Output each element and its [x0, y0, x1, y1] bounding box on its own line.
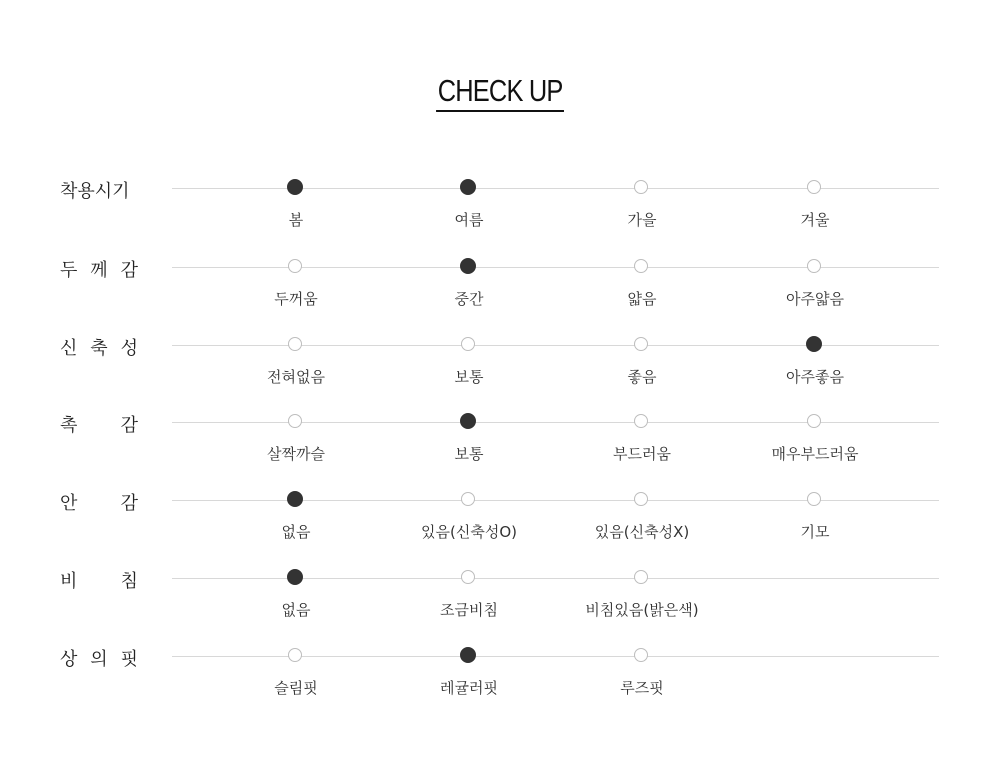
checkup-title-wrap [0, 72, 1000, 112]
option-label: 전혀없음 [267, 368, 325, 386]
option-label: 조금비침 [440, 601, 498, 619]
option-item [542, 345, 742, 395]
option-label: 여름 [454, 211, 484, 229]
unselected-dot-icon [634, 337, 648, 351]
row-label [60, 256, 138, 282]
page-title: CHECK UP [436, 72, 564, 112]
option-label: 있음(신축성O) [421, 523, 517, 541]
checkup-row [0, 649, 1000, 716]
option-label: 슬림핏 [274, 679, 318, 697]
row-label-part: 안 [60, 493, 78, 514]
row-label [60, 411, 138, 437]
unselected-dot-icon [461, 570, 475, 584]
row-label-part: 감 [120, 415, 138, 436]
option-item [196, 578, 396, 628]
option-label: 아주좋음 [786, 368, 844, 386]
option-label: 겨울 [800, 211, 830, 229]
option-item [369, 422, 569, 472]
unselected-dot-icon [288, 414, 302, 428]
option-label: 루즈핏 [620, 679, 664, 697]
option-item [715, 345, 915, 395]
unselected-dot-icon [807, 180, 821, 194]
unselected-dot-icon [807, 492, 821, 506]
option-label: 보통 [454, 445, 484, 463]
option-item [542, 578, 742, 628]
option-label: 좋음 [627, 368, 657, 386]
option-item [369, 188, 569, 238]
option-label: 매우부드러움 [771, 445, 859, 463]
option-label: 두꺼움 [274, 290, 318, 308]
unselected-dot-icon [807, 259, 821, 273]
option-item [715, 422, 915, 472]
unselected-dot-icon [461, 337, 475, 351]
row-label-part: 비 [60, 571, 78, 592]
selected-dot-icon [460, 413, 476, 429]
option-item [715, 267, 915, 317]
row-label [60, 334, 138, 360]
selected-dot-icon [460, 647, 476, 663]
unselected-dot-icon [634, 414, 648, 428]
option-item [196, 188, 396, 238]
selected-dot-icon [806, 336, 822, 352]
unselected-dot-icon [634, 180, 648, 194]
option-item [196, 500, 396, 550]
option-item [369, 267, 569, 317]
unselected-dot-icon [634, 492, 648, 506]
row-label-part: 침 [120, 571, 138, 592]
row-label-part: 께 [90, 260, 108, 281]
row-label-part: 감 [120, 493, 138, 514]
option-label: 얇음 [627, 290, 657, 308]
option-item [542, 267, 742, 317]
unselected-dot-icon [807, 414, 821, 428]
unselected-dot-icon [634, 648, 648, 662]
row-label [60, 489, 138, 515]
option-label: 없음 [281, 601, 311, 619]
unselected-dot-icon [634, 570, 648, 584]
row-label [60, 567, 138, 593]
option-item [542, 656, 742, 706]
row-label-part: 신 [60, 338, 78, 359]
row-label-part: 감 [120, 260, 138, 281]
row-label [60, 177, 138, 203]
option-item [196, 422, 396, 472]
option-label: 봄 [288, 211, 304, 229]
row-label-part: 핏 [120, 649, 138, 670]
unselected-dot-icon [461, 492, 475, 506]
option-label: 비침있음(밝은색) [585, 601, 699, 619]
selected-dot-icon [287, 491, 303, 507]
row-label-part: 의 [90, 649, 108, 670]
row-label-part: 성 [120, 338, 138, 359]
option-label: 부드러움 [613, 445, 671, 463]
option-item [196, 345, 396, 395]
option-label: 보통 [454, 368, 484, 386]
option-label: 중간 [454, 290, 484, 308]
unselected-dot-icon [288, 259, 302, 273]
checkup-row [0, 181, 1000, 248]
row-label-part: 두 [60, 260, 78, 281]
selected-dot-icon [460, 258, 476, 274]
option-item [196, 267, 396, 317]
unselected-dot-icon [288, 648, 302, 662]
option-label: 레귤러핏 [440, 679, 498, 697]
option-item [369, 656, 569, 706]
option-item [542, 500, 742, 550]
option-item [542, 422, 742, 472]
option-label: 살짝까슬 [267, 445, 325, 463]
option-item [369, 500, 569, 550]
option-label: 있음(신축성X) [594, 523, 690, 541]
option-item [542, 188, 742, 238]
row-label-part: 상 [60, 649, 78, 670]
checkup-row [0, 415, 1000, 482]
unselected-dot-icon [288, 337, 302, 351]
option-item [196, 656, 396, 706]
option-item [715, 500, 915, 550]
option-item [715, 188, 915, 238]
option-label: 없음 [281, 523, 311, 541]
checkup-row [0, 338, 1000, 405]
row-label-part: 축 [90, 338, 108, 359]
checkup-row [0, 571, 1000, 638]
selected-dot-icon [460, 179, 476, 195]
option-item [369, 345, 569, 395]
option-label: 가을 [627, 211, 657, 229]
option-label: 기모 [800, 523, 830, 541]
unselected-dot-icon [634, 259, 648, 273]
row-label-part: 촉 [60, 415, 78, 436]
checkup-row [0, 260, 1000, 327]
row-label [60, 645, 138, 671]
row-label-part: 착용시기 [60, 181, 130, 202]
option-item [369, 578, 569, 628]
selected-dot-icon [287, 179, 303, 195]
selected-dot-icon [287, 569, 303, 585]
checkup-row [0, 493, 1000, 560]
option-label: 아주얇음 [786, 290, 844, 308]
